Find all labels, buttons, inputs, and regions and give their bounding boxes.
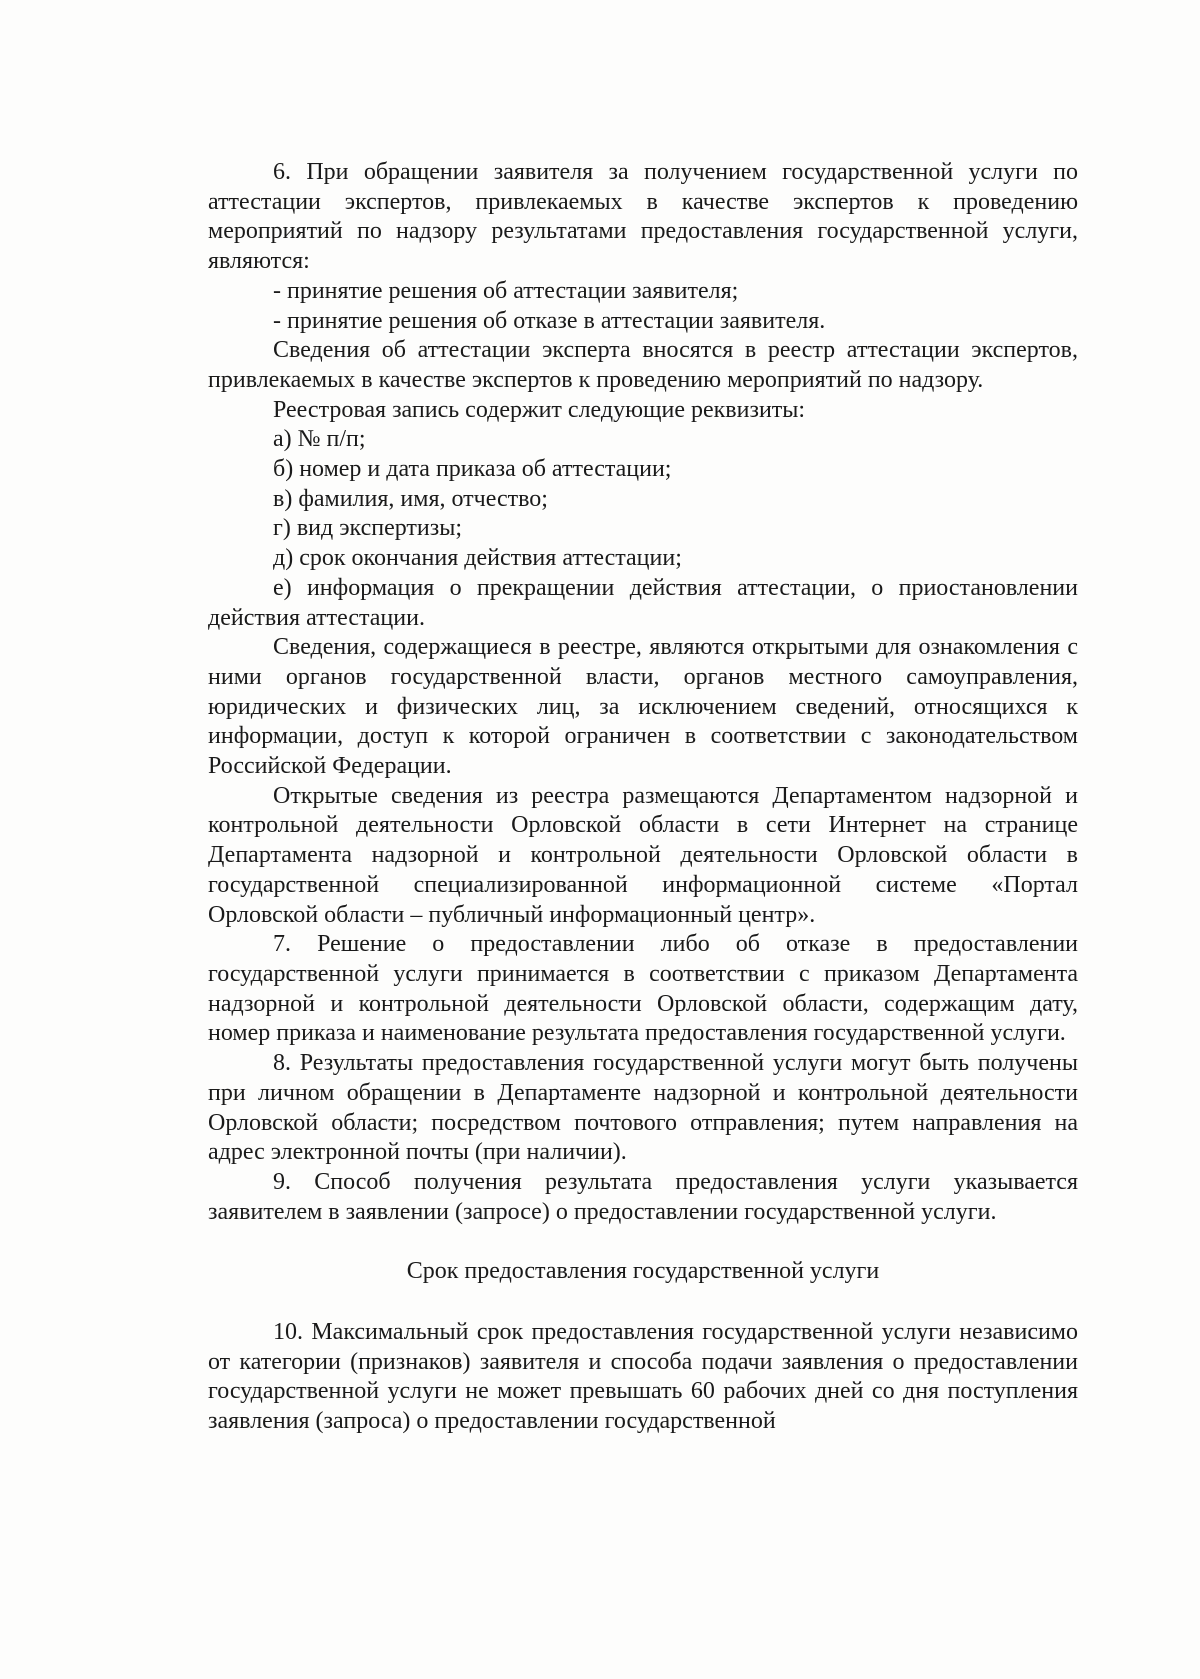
list-item: - принятие решения об аттестации заявителя;: [273, 277, 739, 304]
section-heading: Срок предоставления государственной услуги: [406, 1258, 880, 1285]
paragraph-7: 7. Решение о предоставлении либо об отказе в предоставлении государственной услуги принимается в соответствии с приказом Департамента надзорной и контрольной деятельности Орловской области, содержащим дату, номер приказа и наименование результата предоставления государственной услуги.: [208, 931, 1078, 1047]
paragraph-open-info: Сведения, содержащиеся в реестре, являются открытыми для ознакомления с ними органов государственной власти, органов местного самоуправления, юридических и физических лиц, за исключением сведений, относящихся к информации, доступ к которой ограничен в соответствии с законодательством Российской Федерации.: [208, 634, 1078, 780]
paragraph-10: 10. Максимальный срок предоставления государственной услуги независимо от категории (признаков) заявителя и способа подачи заявления о предоставлении государственной услуги не может превышать 60 рабочих дней со дня поступления заявления (запроса) о предоставлении государственной: [208, 1319, 1078, 1435]
list-item: е) информация о прекращении действия аттестации, о приостановлении действия аттестации.: [208, 574, 1078, 631]
paragraph-6: 6. При обращении заявителя за получением государственной услуги по аттестации экспертов, привлекаемых в качестве экспертов к проведению мероприятий по надзору результатами предоставления государственной услуги, являются:: [208, 159, 1078, 275]
list-item: в) фамилия, имя, отчество;: [273, 485, 548, 512]
paragraph-8: 8. Результаты предоставления государственной услуги могут быть получены при личном обращении в Департаменте надзорной и контрольной деятельности Орловской области; посредством почтового отправления; путем направления на адрес электронной почты (при наличии).: [208, 1050, 1078, 1166]
document-body: [208, 158, 1078, 1437]
paragraph-publication: Открытые сведения из реестра размещаются Департаментом надзорной и контрольной деятельности Орловской области в сети Интернет на странице Департамента надзорной и контрольной деятельности Орловской области в государственной специализированной информационной системе «Портал Орловской области – публичный информационный центр».: [208, 782, 1078, 928]
registry-requisites-intro: Реестровая запись содержит следующие реквизиты:: [273, 396, 806, 423]
list-item: а) № п/п;: [273, 426, 366, 453]
list-item: г) вид экспертизы;: [273, 515, 463, 542]
paragraph-registry: Сведения об аттестации эксперта вносятся в реестр аттестации экспертов, привлекаемых в качестве экспертов к проведению мероприятий по надзору.: [208, 337, 1078, 393]
list-item: б) номер и дата приказа об аттестации;: [273, 456, 672, 483]
list-item: - принятие решения об отказе в аттестации заявителя.: [273, 307, 826, 334]
list-item: д) срок окончания действия аттестации;: [273, 545, 682, 572]
paragraph-9: 9. Способ получения результата предоставления услуги указывается заявителем в заявлении (запросе) о предоставлении государственной услуги.: [208, 1168, 1078, 1225]
